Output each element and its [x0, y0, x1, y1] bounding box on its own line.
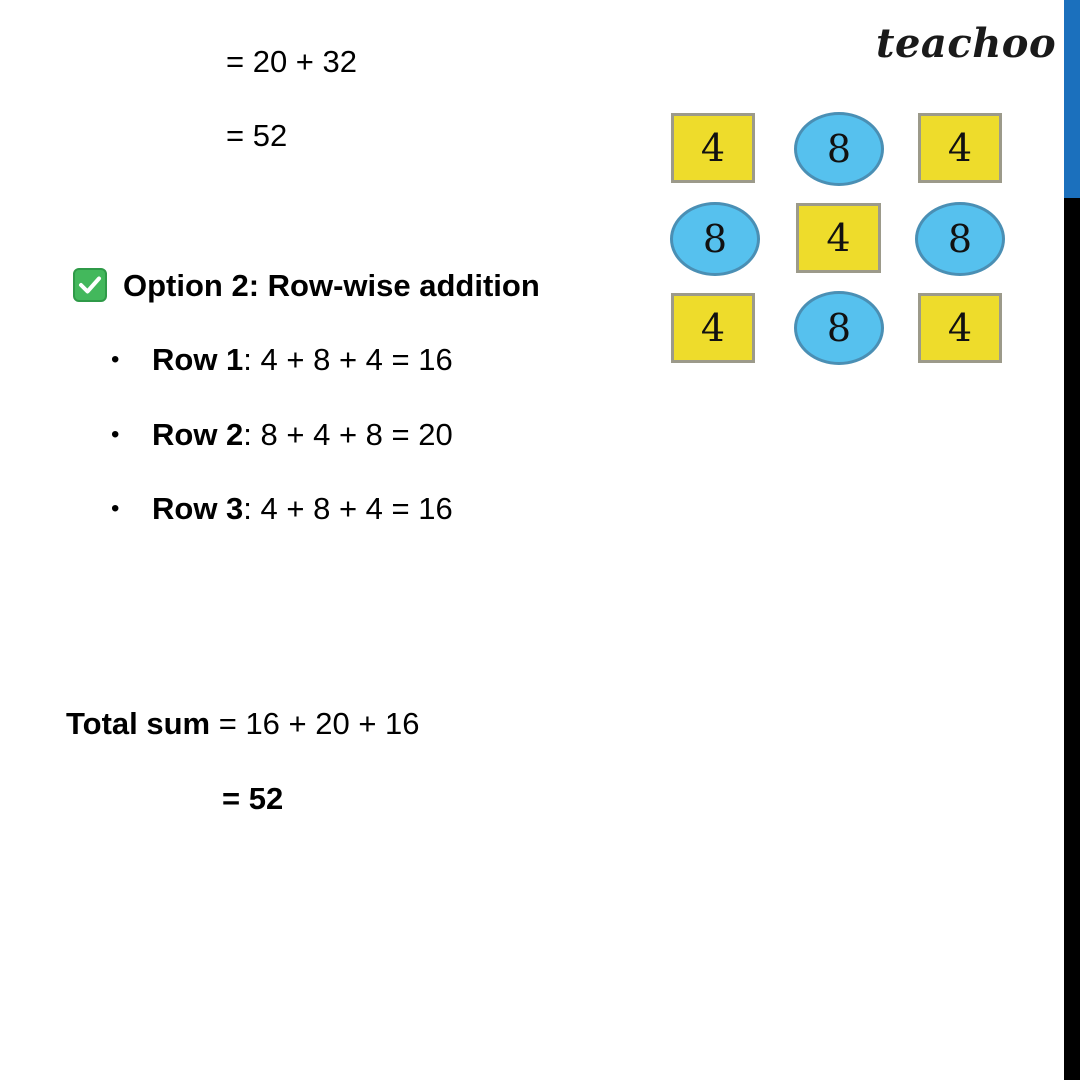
row-2-expression: : 8 + 4 + 8 = 20	[243, 417, 453, 452]
sidebar-accent-bar	[1064, 0, 1080, 198]
total-sum-result: = 52	[222, 781, 284, 816]
bullet-row-2: •	[111, 421, 120, 448]
row-3-expression: : 4 + 8 + 4 = 16	[243, 491, 453, 526]
teachoo-logo: teachoo	[876, 20, 1057, 67]
row-1-label: Row 1	[152, 342, 244, 377]
grid-cell-r1c2: 8	[794, 112, 884, 186]
total-sum-label: Total sum	[66, 706, 211, 741]
calc-line-2: = 52	[226, 118, 288, 153]
grid-cell-r2c3: 8	[915, 202, 1005, 276]
bullet-row-1: •	[111, 346, 120, 373]
sidebar-dark-bar	[1064, 198, 1080, 1080]
grid-cell-r1c1: 4	[671, 113, 755, 183]
row-3-item	[152, 491, 453, 527]
total-sum-line	[66, 706, 420, 742]
row-1-item	[152, 342, 453, 378]
option-heading: Option 2: Row-wise addition	[123, 268, 540, 303]
grid-cell-r3c2: 8	[794, 291, 884, 365]
grid-cell-r3c3: 4	[918, 293, 1002, 363]
bullet-row-3: •	[111, 495, 120, 522]
calc-line-1: = 20 + 32	[226, 44, 358, 79]
total-sum-expression: = 16 + 20 + 16	[210, 706, 420, 741]
row-3-label: Row 3	[152, 491, 244, 526]
grid-cell-r1c3: 4	[918, 113, 1002, 183]
grid-cell-r2c2: 4	[796, 203, 881, 273]
check-mark-icon	[73, 268, 107, 302]
row-2-label: Row 2	[152, 417, 244, 452]
grid-cell-r3c1: 4	[671, 293, 755, 363]
row-2-item	[152, 417, 453, 453]
grid-cell-r2c1: 8	[670, 202, 760, 276]
row-1-expression: : 4 + 8 + 4 = 16	[243, 342, 453, 377]
